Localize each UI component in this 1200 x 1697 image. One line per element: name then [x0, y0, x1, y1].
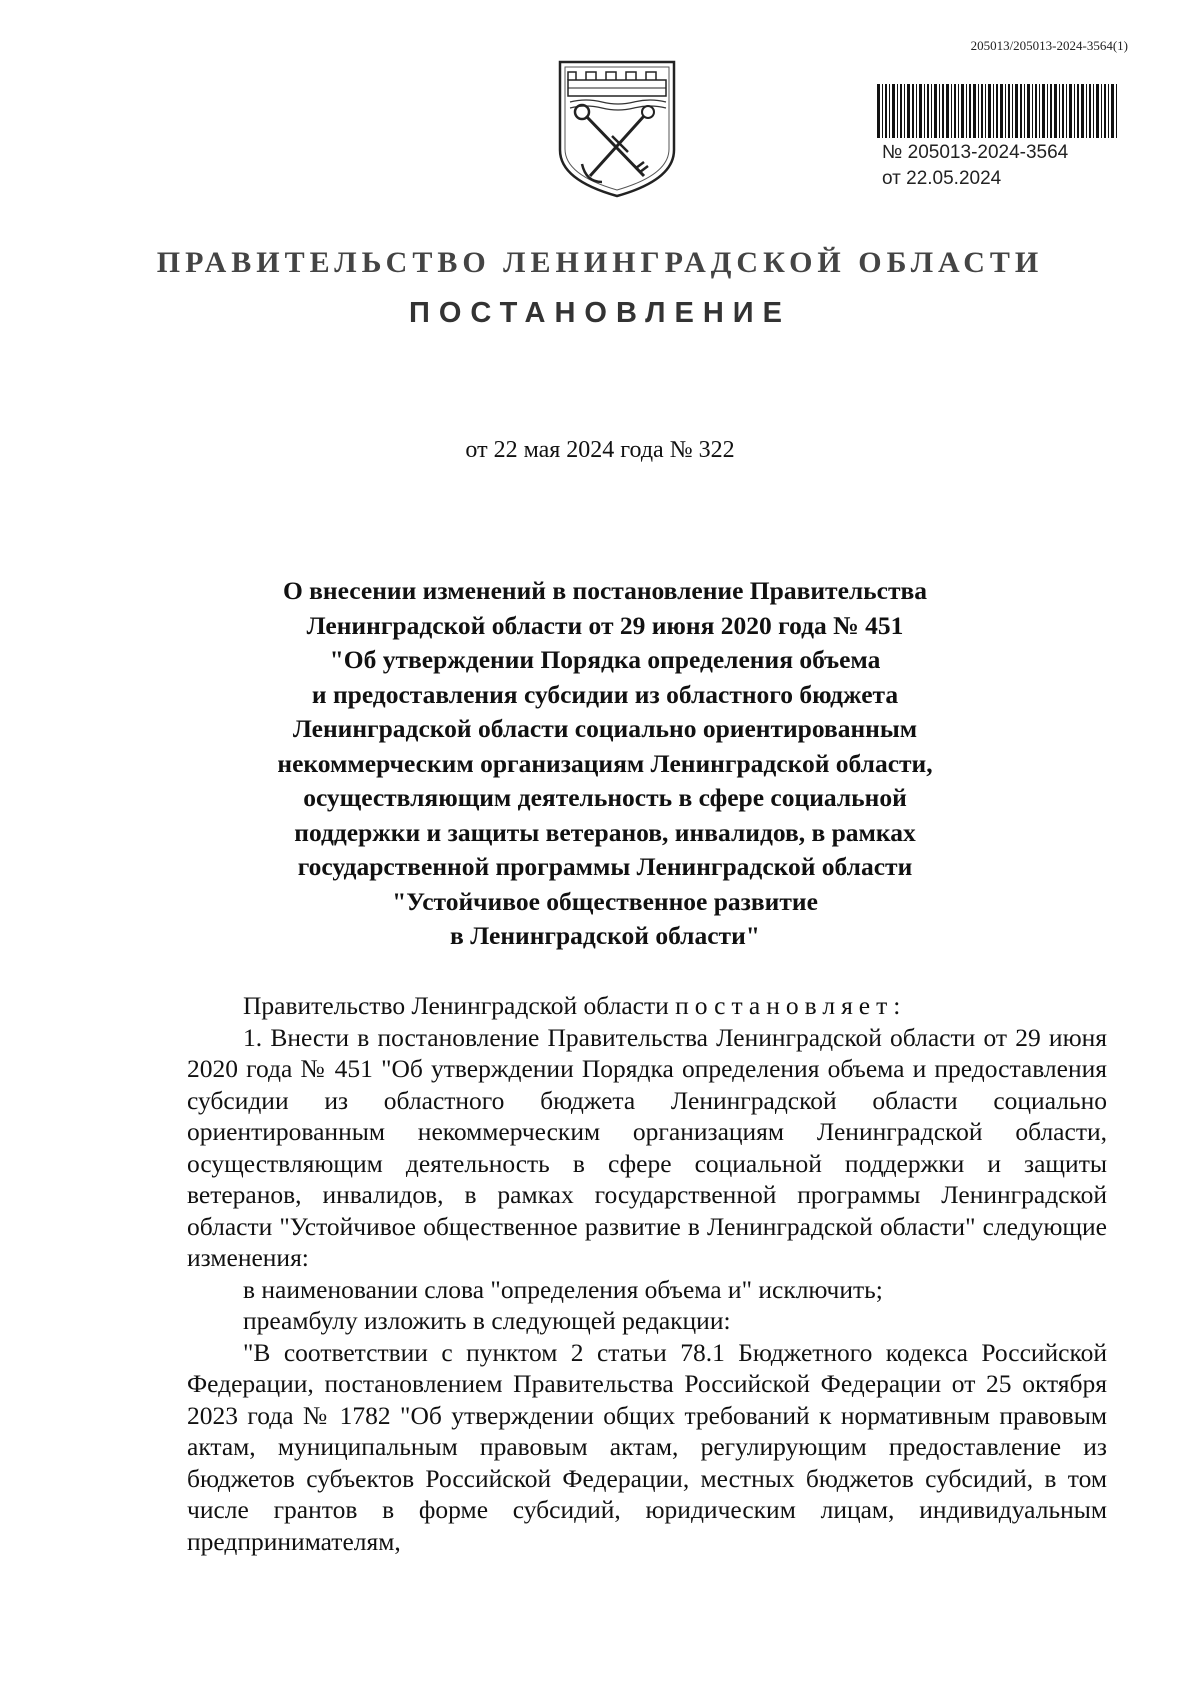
- document-heading: [180, 574, 1030, 954]
- registration-number: № 205013-2024-3564: [882, 142, 1069, 163]
- intro-subject: Правительство Ленинградской области: [243, 991, 676, 1020]
- heading-line: осуществляющим деятельность в сфере социальной: [303, 783, 907, 812]
- heading-line: государственной программы Ленинградской области: [297, 852, 913, 881]
- heading-line: "Устойчивое общественное развитие: [392, 886, 818, 916]
- heading-line: поддержки и защиты ветеранов, инвалидов, в рамках: [294, 817, 916, 847]
- document-type: ПОСТАНОВЛЕНИЕ: [409, 297, 791, 329]
- heading-line: Ленинградской области социально ориентированным: [292, 714, 918, 743]
- registration-date: от 22.05.2024: [882, 168, 1002, 189]
- heading-line: и предоставления субсидии из областного бюджета: [311, 679, 899, 709]
- paragraph-preamble-text: "В соответствии с пунктом 2 статьи 78.1 Бюджетного кодекса Российской Федерации, постановлением Правительства Российской Федерации от 25 октября 2023 года № 1782 "Об утверждении общих требований к нормативным правовым актам, муниципальным правовым актам, регулирующим предоставление из бюджетов субъектов Российской Федерации, местных бюджетов субсидий, в том числе грантов в форме субсидий, юридическим лицам, индивидуальным предпринимателям,: [187, 1337, 1107, 1556]
- document-body: [187, 990, 1107, 1557]
- heading-line: О внесении изменений в постановление Правительства: [282, 576, 928, 605]
- barcode-icon: [877, 84, 1117, 138]
- heading-line: Ленинградской области от 29 июня 2020 года № 451: [306, 610, 904, 640]
- resolution-intro: [187, 990, 1107, 1022]
- paragraph-1: 1. Внести в постановление Правительства Ленинградской области от 29 июня 2020 года № 451 "Об утверждении Порядка определения объема и предоставления субсидии из областного бюджета Ленинградской области социально ориентированным некоммерческим организациям Ленинградской области, осуществляющим деятельность в сфере социальной поддержки и защиты ветеранов, инвалидов, в рамках государственной программы Ленинградской области "Устойчивое общественное развитие в Ленинградской области" следующие изменения:: [187, 1022, 1107, 1272]
- government-title: ПРАВИТЕЛЬСТВО ЛЕНИНГРАДСКОЙ ОБЛАСТИ: [156, 246, 1044, 279]
- document-reference-number: 205013/205013-2024-3564(1): [970, 38, 1128, 53]
- heading-line: в Ленинградской области": [450, 921, 760, 950]
- registration-block: [882, 140, 1068, 192]
- heading-line: "Об утверждении Порядка определения объема: [329, 645, 881, 674]
- heading-line: некоммерческим организациям Ленинградской области,: [277, 748, 933, 778]
- paragraph-name-change: в наименовании слова "определения объема и" исключить;: [243, 1274, 883, 1304]
- document-date-number: от 22 мая 2024 года № 322: [465, 437, 735, 463]
- paragraph-preamble: преамбулу изложить в следующей редакции:: [243, 1306, 731, 1335]
- intro-verb: постановляет:: [675, 991, 907, 1020]
- leningrad-oblast-coat-of-arms-icon: [556, 58, 678, 200]
